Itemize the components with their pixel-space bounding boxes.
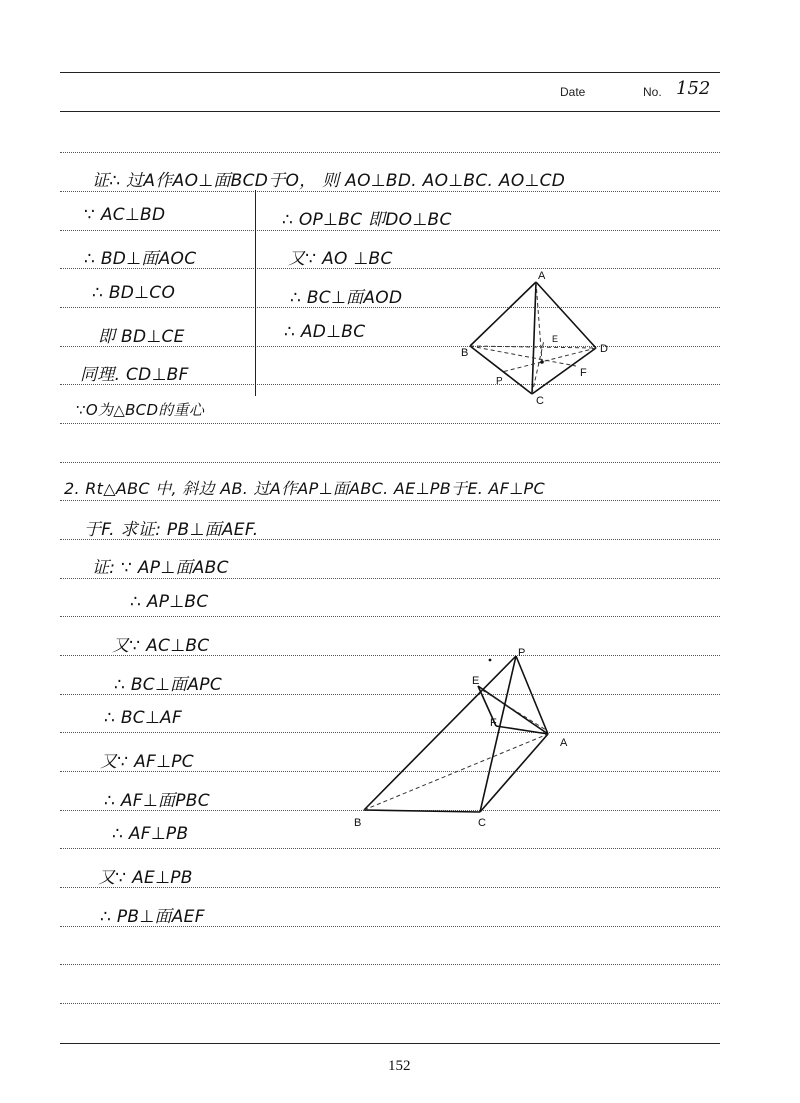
label-C: C [536, 395, 544, 407]
label-E: E [552, 334, 559, 344]
proof-left-line: 同理. CD⊥BF [80, 365, 189, 385]
hidden-line-AO [536, 282, 542, 362]
label-B: B [461, 347, 469, 359]
proof-line: ∴ BC⊥AF [104, 708, 183, 728]
label-P: P [496, 376, 503, 387]
label-C: C [478, 817, 486, 829]
ruled-line [60, 152, 720, 153]
edge-PB [364, 656, 516, 810]
label-P: P [518, 647, 526, 659]
label-B: B [354, 817, 362, 829]
proof-line: 又∵ AF⊥PC [100, 752, 194, 772]
problem-statement-line: 于F. 求证: PB⊥面AEF. [84, 520, 259, 540]
proof-left-line: 即 BD⊥CE [98, 327, 185, 347]
proof-line: ∴ AF⊥PB [112, 824, 189, 844]
label-F: F [490, 717, 497, 729]
pyramid-figure [350, 640, 590, 830]
label-E: E [472, 675, 480, 687]
proof-left-line: ∵O为△BCD的重心 [76, 401, 205, 419]
label-D: D [600, 343, 608, 355]
point-O [540, 360, 544, 364]
ruled-line [60, 964, 720, 965]
proof-line: 证: ∵ AP⊥面ABC [92, 558, 229, 578]
ruled-line [60, 191, 720, 192]
proof-left-line: ∴ BD⊥CO [92, 283, 176, 303]
date-label: Date [560, 85, 586, 99]
ruled-line [60, 500, 720, 501]
proof-right-line: ∴ OP⊥BC 即DO⊥BC [282, 210, 452, 230]
proof-line: ∴ AF⊥面PBC [104, 791, 210, 811]
ruled-line [60, 230, 720, 231]
segment-AF [496, 726, 548, 734]
proof-left-line: ∵ AC⊥BD [84, 205, 166, 225]
proof-line: ∴ AP⊥BC [130, 592, 209, 612]
edge-AD [536, 282, 596, 348]
header-top-rule [60, 72, 720, 73]
ruled-line [60, 423, 720, 424]
edge-PC [480, 656, 516, 812]
page-number-handwritten: 152 [676, 78, 711, 99]
tetrahedron-figure [460, 270, 620, 410]
proof-left-line: ∴ BD⊥面AOC [84, 249, 197, 269]
ruled-line [60, 848, 720, 849]
hidden-line-BF [470, 346, 576, 366]
label-A: A [560, 737, 568, 749]
mark-dot [489, 659, 492, 662]
proof-right-line: ∴ AD⊥BC [284, 322, 366, 342]
footer-rule [60, 1043, 720, 1044]
label-A: A [538, 270, 546, 282]
problem-statement-line: 2. Rt△ABC 中, 斜边 AB. 过A作AP⊥面ABC. AE⊥PB于E. AF⊥PC [64, 479, 545, 498]
proof-line: 又∵ AE⊥PB [98, 868, 193, 888]
ruled-line [60, 616, 720, 617]
ruled-line [60, 578, 720, 579]
proof-line: ∴ PB⊥面AEF [100, 907, 205, 927]
edge-CA [480, 734, 548, 812]
edge-AB [470, 282, 536, 346]
label-F: F [580, 367, 587, 379]
ruled-line [60, 462, 720, 463]
edge-BC [364, 810, 480, 812]
hidden-edge-BA [364, 734, 548, 810]
proof-line: 又∵ AC⊥BC [112, 636, 210, 656]
proof-intro-line: 证∴ 过A作AO⊥面BCD于O， 则 AO⊥BD. AO⊥BC. AO⊥CD [92, 171, 566, 191]
number-label: No. [643, 85, 662, 99]
page-number: 152 [388, 1058, 411, 1074]
proof-right-line: 又∵ AO ⊥BC [288, 249, 393, 269]
proof-right-line: ∴ BC⊥面AOD [290, 288, 403, 308]
ruled-line [60, 1003, 720, 1004]
column-divider [255, 190, 256, 396]
proof-line: ∴ BC⊥面APC [114, 675, 223, 695]
header-bottom-rule [60, 111, 720, 112]
